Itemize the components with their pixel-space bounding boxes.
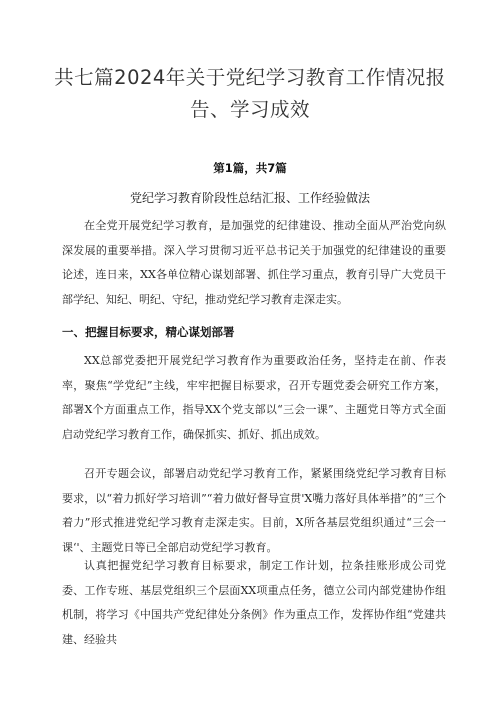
paragraph-1: XX总部党委把开展党纪学习教育作为重要政治任务，坚持走在前、作表率，聚焦“学党纪”主线，牢牢把握目标要求，召开专题党委会研究工作方案，部署X个方面重点工作，指导XX个党支部以“三会一课”、主题党日等方式全面启动党纪学习教育工作，确保抓实、抓好、抓出成效。 bbox=[62, 354, 446, 441]
section-1-body-3 bbox=[62, 554, 446, 652]
intro-paragraph: 在全党开展党纪学习教育，是加强党的纪律建设、推动全面从严治党向纵深发展的重要举措。深入学习贯彻习近平总书记关于加强党的纪律建设的重要论述，连日来，XX各单位精心谋划部署、抓住学习重点，教育引导广大党员干部学纪、知纪、明纪、守纪，推动党纪学习教育走深走实。 bbox=[62, 219, 446, 306]
paragraph-3: 认真把握党纪学习教育目标要求，制定工作计划，拉条挂账形成公司党委、工作专班、基层党组织三个层面XX项重点任务，德立公司内部党建协作组机制，将学习《中国共产党纪律处分条例》作为重点工作，发挥协作组“党建共建、经验共 bbox=[62, 559, 446, 646]
section-1-body-2 bbox=[62, 462, 446, 560]
part-heading: 第1篇，共7篇 bbox=[213, 161, 287, 175]
section-1-body bbox=[62, 349, 446, 447]
document-title: 共七篇2024年关于党纪学习教育工作情况报告、学习成效 bbox=[54, 66, 446, 121]
section-heading-1: 一、把握目标要求，精心谋划部署 bbox=[62, 325, 235, 339]
paragraph-2: 召开专题会议，部署启动党纪学习教育工作，紧紧围绕党纪学习教育目标要求，以“着力抓好学习培训”“着力做好督导宣贯'X嘴力落好具体举措”的“三个着力”形式推进党纪学习教育走深走实。目前，X所各基层党组织通过“三会一课‘'、主题党日等已全部启动党纪学习教育。 bbox=[62, 467, 446, 554]
article-subtitle: 党纪学习教育阶段性总结汇报、工作经验做法 bbox=[129, 191, 370, 205]
intro-block bbox=[62, 214, 446, 312]
